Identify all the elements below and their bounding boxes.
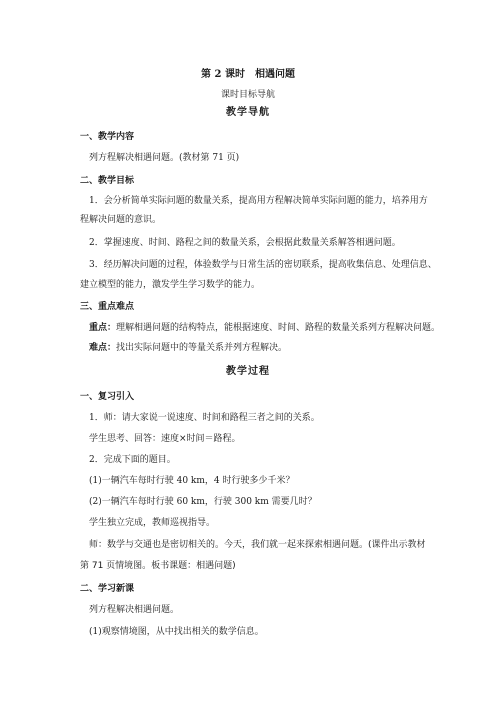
heading-new-lesson: 二、学习新课 — [80, 584, 135, 594]
review-line-2: 学生思考、回答：速度×时间＝路程。 — [89, 434, 241, 444]
review-line-6: 学生独立完成，教师巡视指导。 — [89, 518, 216, 528]
review-line-7-text: 师：数学与交通也是密切相关的。今天，我们就一起来探索相遇问题。 — [89, 540, 369, 550]
goal-3-line-2: 建立模型的能力，激发学生学习数学的能力。 — [80, 280, 261, 290]
key-point-text: 理解相遇问题的结构特点，能根据速度、时间、路程的数量关系列方程解决问题。 — [116, 323, 441, 333]
lesson-subtitle: 课时目标导航 — [220, 90, 275, 100]
review-question-1: (1)一辆汽车每时行驶 40 km，4 时行驶多少千米？ — [89, 476, 295, 486]
key-point — [89, 322, 440, 334]
difficult-point-text: 找出实际问题中的等量关系并列方程解决。 — [116, 343, 288, 353]
teaching-content-text: 列方程解决相遇问题。(教材第 71 页) — [89, 153, 240, 163]
lesson-title: 第 2 课时 相遇问题 — [201, 69, 295, 80]
section-heading-process: 教学过程 — [226, 366, 270, 377]
goal-1-line-2: 程解决问题的意识。 — [80, 215, 162, 225]
review-line-1: 1．师：请大家说一说速度、时间和路程三者之间的关系。 — [89, 413, 320, 423]
new-lesson-line-2: (1)观察情境图，从中找出相关的数学信息。 — [89, 627, 264, 637]
goal-1-line-1: 1．会分析简单实际问题的数量关系，提高用方程解决简单实际问题的能力，培养用方 — [89, 196, 428, 206]
section-heading-nav: 教学导航 — [226, 107, 270, 118]
new-lesson-line-1: 列方程解决相遇问题。 — [89, 605, 180, 615]
goal-2: 2．掌握速度、时间、路程之间的数量关系，会根据此数量关系解答相遇问题。 — [89, 238, 401, 248]
review-line-7-note: (课件出示教材 — [368, 540, 426, 550]
review-question-2: (2)一辆汽车每时行驶 60 km，行驶 300 km 需要几时？ — [89, 497, 317, 507]
review-line-3: 2．完成下面的题目。 — [89, 455, 176, 465]
difficult-point — [89, 342, 287, 354]
review-line-7 — [89, 539, 425, 551]
heading-teaching-goals: 二、教学目标 — [80, 176, 135, 186]
heading-review: 一、复习引入 — [80, 392, 135, 402]
heading-teaching-content: 一、教学内容 — [80, 132, 135, 142]
heading-key-points: 三、重点难点 — [80, 302, 135, 312]
goal-3-line-1: 3．经历解决问题的过程，体验数学与日常生活的密切联系，提高收集信息、处理信息、 — [89, 260, 437, 270]
key-point-label: 重点： — [89, 323, 117, 333]
difficult-point-label: 难点： — [89, 343, 117, 353]
review-line-8: 第 71 页情境图。板书课题：相遇问题) — [80, 561, 236, 571]
